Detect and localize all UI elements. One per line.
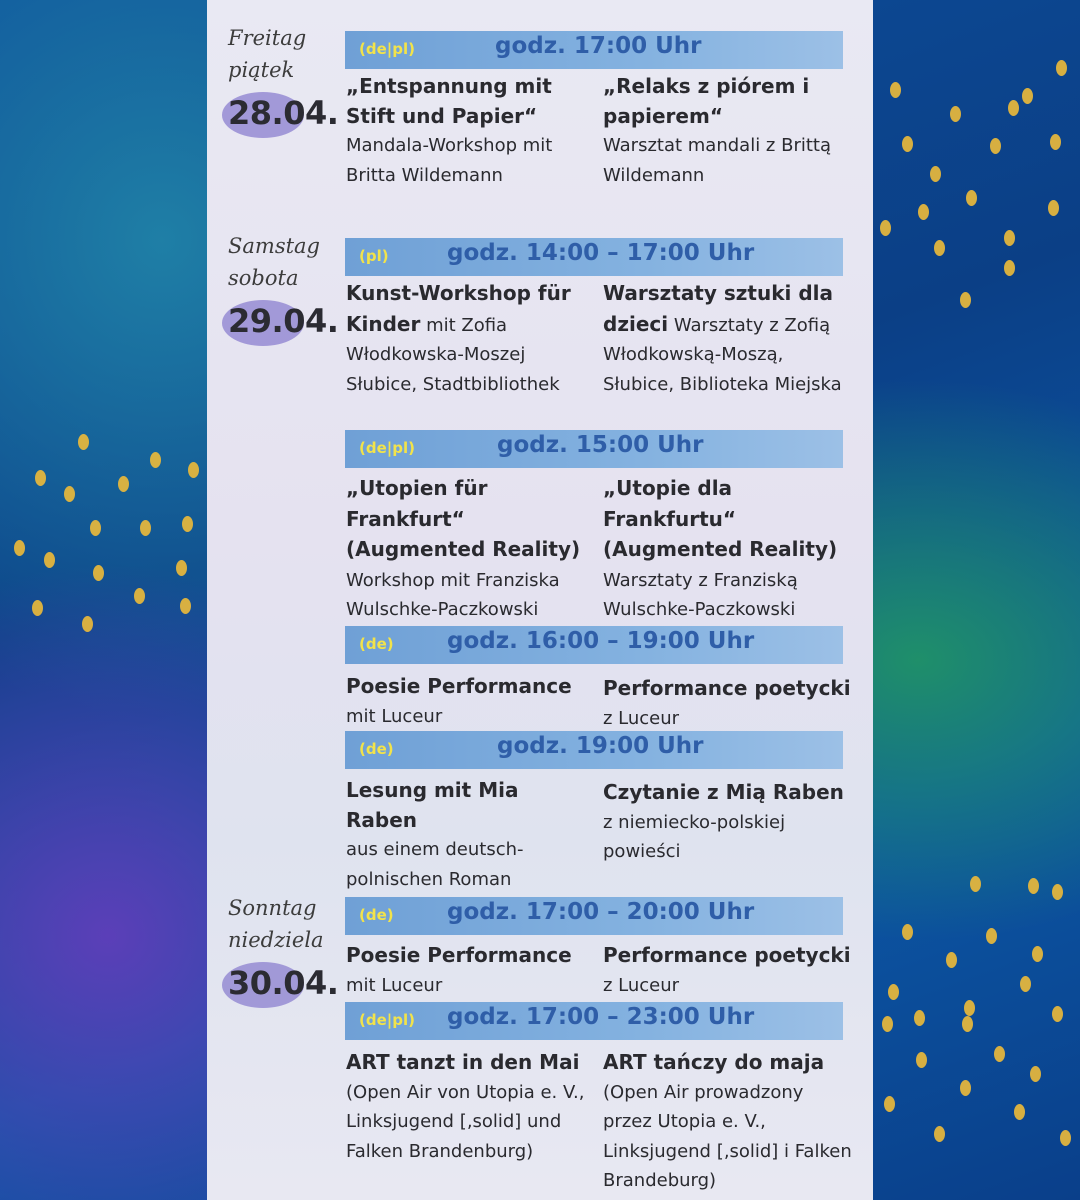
event-time-bar [345, 1002, 843, 1040]
event-title-pl: „Relaks z piórem i papierem“ [603, 74, 810, 128]
event-title-de: ART tanzt in den Mai [346, 1050, 580, 1074]
event-text-de: mit Luceur [346, 974, 443, 996]
decor-dot [1004, 260, 1015, 276]
event-title-pl: Performance poetycki [603, 943, 851, 967]
decor-dot [964, 1000, 975, 1016]
event-text-de: mit Luceur [346, 705, 443, 727]
event-time-bar [345, 238, 843, 276]
day-name-pl: sobota [228, 266, 299, 290]
decor-dot [1014, 1104, 1025, 1120]
day-name-pl: niedziela [228, 928, 324, 952]
language-tag: (de|pl) [359, 40, 415, 58]
event-text-de: (Open Air von Utopia e. V., Linksjugend [‚solid] und Falken Brandenburg) [346, 1081, 585, 1162]
decor-dot [35, 470, 46, 486]
decor-dot [140, 520, 151, 536]
decor-dot [960, 1080, 971, 1096]
event-title-de: „Utopien für Frankfurt“ (Augmented Reality) [346, 476, 581, 561]
language-tag: (pl) [359, 247, 389, 265]
day-date: 28.04. [228, 94, 338, 132]
decor-dot [1022, 88, 1033, 104]
event-time-bar [345, 430, 843, 468]
decor-dot [880, 220, 891, 236]
event-description-pl [603, 72, 853, 190]
decor-dot [118, 476, 129, 492]
decor-dot [962, 1016, 973, 1032]
event-text-de: aus einem deutsch-polnischen Roman [346, 839, 524, 890]
decor-dot [1030, 1066, 1041, 1082]
decor-dot [82, 616, 93, 632]
decor-dot [902, 136, 913, 152]
decor-dot [970, 876, 981, 892]
decor-dot [1004, 230, 1015, 246]
decor-dot [1060, 1130, 1071, 1146]
decor-dot [990, 138, 1001, 154]
decor-dot [188, 462, 199, 478]
language-tag: (de|pl) [359, 1011, 415, 1029]
event-title-pl: Performance poetycki [603, 676, 851, 700]
day-friday [228, 22, 339, 132]
event-description-pl [603, 279, 853, 399]
event-description-pl [603, 1048, 853, 1196]
decor-dot [180, 598, 191, 614]
event-time: godz. 15:00 Uhr [497, 432, 704, 458]
decor-dot [882, 1016, 893, 1032]
event-time: godz. 17:00 – 23:00 Uhr [447, 1004, 755, 1030]
event-title-pl: „Utopie dla Frankfurtu“ (Augmented Reality) [603, 476, 838, 561]
event-text-pl: Warsztat mandali z Brittą Wildemann [603, 135, 831, 186]
decor-dot [902, 924, 913, 940]
event-title-de: Poesie Performance [346, 674, 572, 698]
decor-dot [1048, 200, 1059, 216]
decor-dot [934, 240, 945, 256]
decor-dot [14, 540, 25, 556]
event-text-de: Mandala-Workshop mit Britta Wildemann [346, 135, 553, 186]
event-title-pl: Czytanie z Mią Raben [603, 780, 844, 804]
event-title-de: Poesie Performance [346, 943, 572, 967]
decor-dot [1008, 100, 1019, 116]
day-name-de: Sonntag [228, 896, 317, 920]
event-time: godz. 17:00 Uhr [495, 33, 702, 59]
event-time: godz. 17:00 – 20:00 Uhr [447, 899, 755, 925]
day-name-de: Freitag [228, 26, 307, 50]
decor-dot [1050, 134, 1061, 150]
decor-dot [134, 588, 145, 604]
event-description-de [346, 776, 596, 894]
event-description-de [346, 941, 596, 1000]
event-time-bar [345, 31, 843, 69]
day-date: 29.04. [228, 302, 338, 340]
event-title-de: Kunst-Workshop für Kinder [346, 281, 571, 336]
decor-dot [986, 928, 997, 944]
event-time: godz. 16:00 – 19:00 Uhr [447, 628, 755, 654]
event-time: godz. 14:00 – 17:00 Uhr [447, 240, 755, 266]
event-time-bar [345, 731, 843, 769]
decor-dot [890, 82, 901, 98]
event-title-pl: ART tańczy do maja [603, 1050, 825, 1074]
decor-dot [884, 1096, 895, 1112]
decor-dot [1020, 976, 1031, 992]
event-text-pl: (Open Air prowadzony przez Utopia e. V., Linksjugend [‚solid] i Falken Brandeburg) [603, 1081, 852, 1191]
event-text-pl: Warsztaty z Franziską Wulschke-Paczkowski [603, 569, 798, 620]
day-saturday [228, 230, 339, 340]
decor-dot [1056, 60, 1067, 76]
event-description-pl [603, 941, 853, 1000]
decor-dot [994, 1046, 1005, 1062]
decor-dot [930, 166, 941, 182]
decor-dot [1028, 878, 1039, 894]
event-description-de [346, 72, 596, 190]
event-time-bar [345, 626, 843, 664]
decor-dot [888, 984, 899, 1000]
decor-dot [1052, 884, 1063, 900]
event-description-de [346, 279, 596, 399]
event-text-de: mit Zofia Włodkowska-Moszej Słubice, Stadtbibliothek [346, 314, 560, 395]
event-title-de: „Entspannung mit Stift und Papier“ [346, 74, 552, 128]
decor-dot [966, 190, 977, 206]
event-title-de: Lesung mit Mia Raben [346, 778, 519, 832]
event-text-pl: z niemiecko-polskiej powieści [603, 811, 786, 862]
decor-dot [934, 1126, 945, 1142]
event-text-de: Workshop mit Franziska Wulschke-Paczkowski [346, 569, 560, 620]
language-tag: (de) [359, 740, 394, 758]
decor-dot [946, 952, 957, 968]
day-name-pl: piątek [228, 58, 295, 82]
decor-dot [64, 486, 75, 502]
decor-dot [93, 565, 104, 581]
decor-dot [960, 292, 971, 308]
decor-dot [918, 204, 929, 220]
decor-dot [914, 1010, 925, 1026]
decor-dot [182, 516, 193, 532]
decor-dot [150, 452, 161, 468]
decor-dot [176, 560, 187, 576]
decor-dot [1032, 946, 1043, 962]
language-tag: (de) [359, 906, 394, 924]
language-tag: (de) [359, 635, 394, 653]
event-description-pl [603, 474, 853, 625]
day-date: 30.04. [228, 964, 338, 1002]
day-name-de: Samstag [228, 234, 320, 258]
event-text-pl: Warsztaty z Zofią Włodkowską-Moszą, Słubice, Biblioteka Miejska [603, 314, 842, 395]
event-time-bar [345, 897, 843, 935]
decor-dot [90, 520, 101, 536]
decor-dot [916, 1052, 927, 1068]
language-tag: (de|pl) [359, 439, 415, 457]
event-description-de [346, 1048, 596, 1166]
decor-dot [1052, 1006, 1063, 1022]
event-time: godz. 19:00 Uhr [497, 733, 704, 759]
decor-dot [78, 434, 89, 450]
event-title-pl: Warsztaty sztuki dla dzieci [603, 281, 833, 336]
event-description-pl [603, 674, 853, 733]
event-text-pl: z Luceur [603, 707, 680, 729]
event-description-de [346, 672, 596, 731]
decor-dot [950, 106, 961, 122]
day-sunday [228, 892, 339, 1002]
decor-dot [44, 552, 55, 568]
event-description-pl [603, 778, 853, 867]
event-text-pl: z Luceur [603, 974, 680, 996]
event-description-de [346, 474, 596, 625]
decor-dot [32, 600, 43, 616]
